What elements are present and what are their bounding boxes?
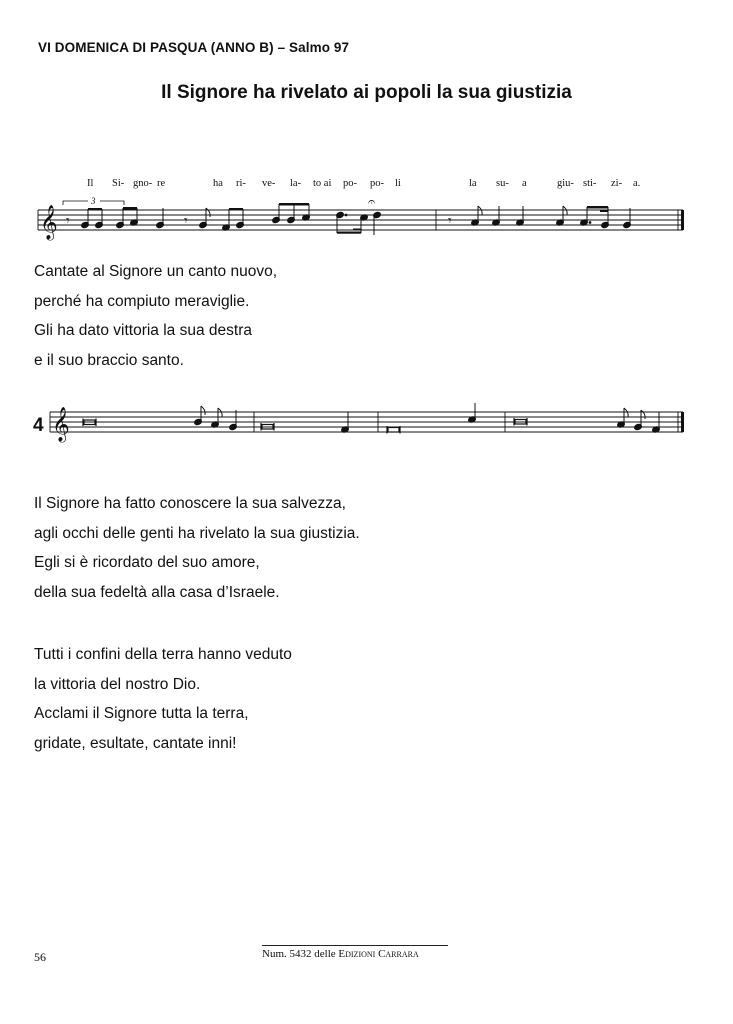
measure-number: 4 — [33, 415, 44, 436]
stanza-line: della sua fedeltà alla casa d’Israele. — [34, 584, 280, 602]
stanza-line: perché ha compiuto meraviglie. — [34, 292, 250, 310]
lyric-syllable: li — [395, 178, 401, 189]
lyric-syllable: po- — [370, 178, 384, 189]
lyric-syllable: Si- — [112, 178, 125, 189]
stanza-line: e il suo braccio santo. — [34, 352, 184, 370]
lyric-syllable: po- — [343, 178, 357, 189]
stanza-1 — [34, 257, 277, 376]
stanza-line: Cantate al Signore un canto nuovo, — [34, 263, 278, 280]
verse-staff — [0, 400, 733, 446]
lyric-syllable: la- — [290, 178, 302, 189]
lyric-syllable: la — [469, 178, 477, 189]
lyric-syllable: a. — [633, 178, 641, 189]
footer-prefix: Num. 5432 delle — [262, 948, 336, 960]
lyric-syllable: to ai — [313, 178, 332, 189]
stanza-line: agli occhi delle genti ha rivelato la sua giustizia. — [34, 524, 360, 542]
refrain-staff — [0, 195, 733, 245]
page-number: 56 — [34, 950, 46, 964]
stanza-line: la vittoria del nostro Dio. — [34, 675, 201, 693]
publisher-footer — [262, 945, 448, 960]
refrain-lyrics — [0, 178, 733, 194]
lyric-syllable: sti- — [583, 178, 597, 189]
page-title: Il Signore ha rivelato ai popoli la sua giustizia — [161, 82, 572, 103]
lyric-syllable: zi- — [611, 178, 623, 189]
stanza-3 — [34, 640, 292, 759]
lyric-syllable: giu- — [557, 178, 574, 189]
lyric-syllable: gno- — [133, 178, 153, 189]
lyric-syllable: a — [522, 178, 527, 189]
eighth-rest-icon: 𝄾 — [66, 213, 70, 229]
page-header: VI DOMENICA DI PASQUA (ANNO B) – Salmo 97 — [38, 40, 350, 55]
stanza-line: Acclami il Signore tutta la terra, — [34, 705, 249, 723]
lyric-syllable: su- — [496, 178, 509, 189]
stanza-line: Egli si è ricordato del suo amore, — [34, 554, 260, 572]
stanza-line: Il Signore ha fatto conoscere la sua salvezza, — [34, 495, 346, 512]
stanza-line: Gli ha dato vittoria la sua destra — [34, 322, 252, 340]
stanza-line: Tutti i confini della terra hanno veduto — [34, 646, 292, 663]
fermata-icon: 𝄐 — [368, 195, 376, 210]
treble-clef-icon: 𝄞 — [52, 407, 70, 442]
stanza-2 — [34, 489, 360, 608]
footer-publisher: Edizioni Carrara — [338, 948, 419, 960]
lyric-syllable: Il — [87, 178, 94, 189]
lyric-syllable: ve- — [262, 178, 276, 189]
eighth-rest-icon: 𝄾 — [184, 213, 188, 229]
lyric-syllable: re — [157, 178, 166, 189]
treble-clef-icon: 𝄞 — [40, 205, 58, 240]
breve-notes — [83, 418, 527, 434]
lyric-syllable: ha — [213, 178, 223, 189]
tuplet-number: 3 — [91, 196, 96, 206]
lyric-syllable: ri- — [236, 178, 246, 189]
stanza-line: gridate, esultate, cantate inni! — [34, 735, 237, 753]
eighth-rest-icon: 𝄾 — [448, 213, 452, 229]
